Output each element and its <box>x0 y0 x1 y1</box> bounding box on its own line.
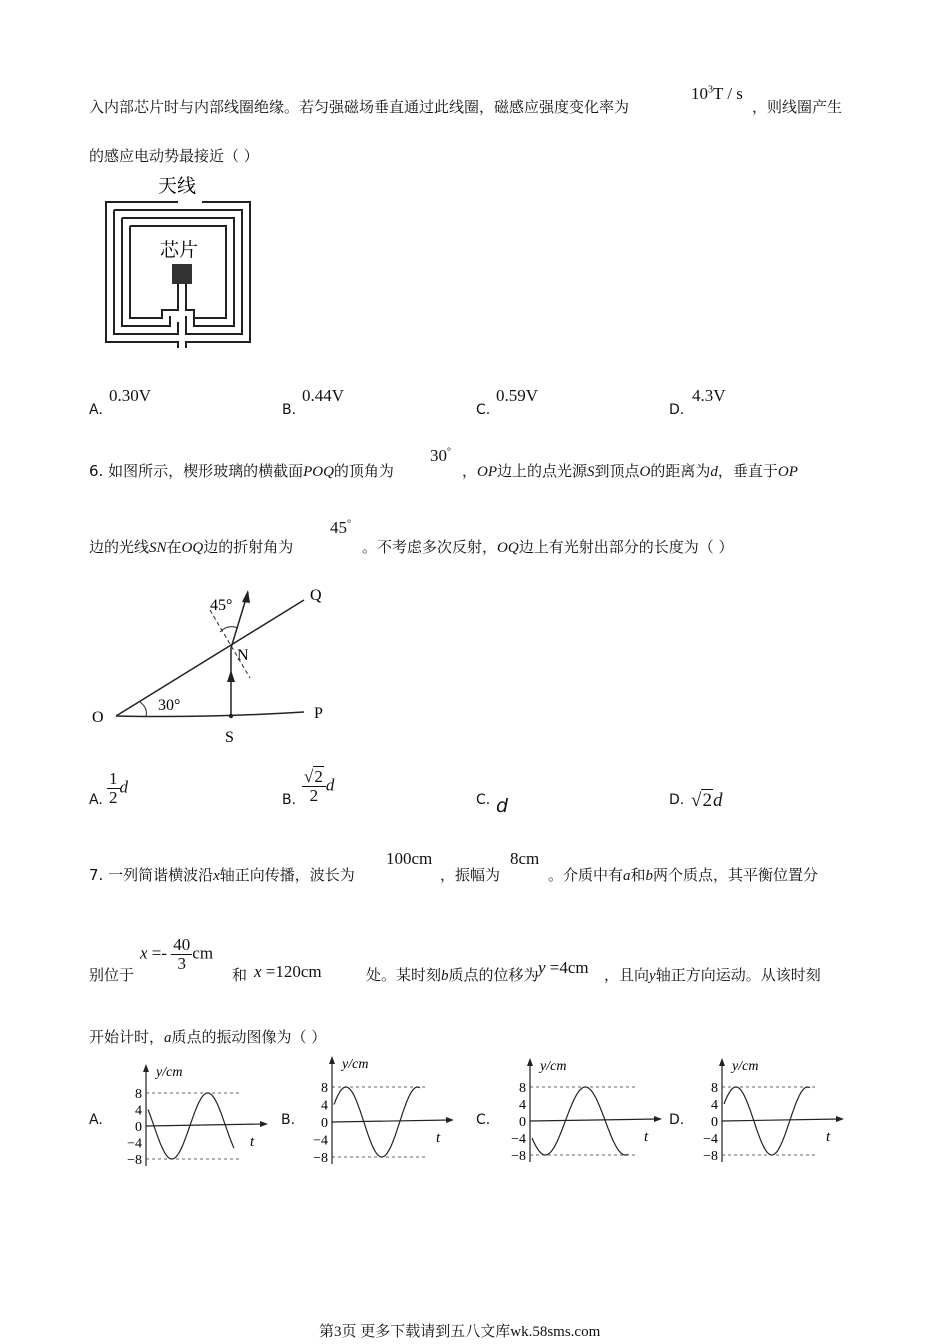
prism-figure <box>88 578 348 750</box>
tick-label: 4 <box>519 1098 526 1113</box>
q7-xa-frac <box>171 936 192 973</box>
t-axis-arrow <box>260 1121 268 1127</box>
q6-text-1g: ，垂直于 <box>717 462 778 480</box>
q6-text-1d: 边上的点光源 <box>497 462 588 480</box>
q7-y-val: =4cm <box>549 958 589 977</box>
q7-xa-eq <box>140 936 213 973</box>
q5-opt-b-label: B. <box>282 402 297 418</box>
refracted-arrow <box>242 590 250 603</box>
q7-opt-a-label: A. <box>89 1112 103 1128</box>
q6-angle-value: 30 <box>430 446 447 465</box>
q6-text-1e: 到顶点 <box>594 462 640 480</box>
y-label: y/cm <box>342 1057 369 1072</box>
q5-line1-tail <box>752 96 842 117</box>
t-label: t <box>436 1130 441 1146</box>
q7-xb-eq <box>254 962 322 982</box>
q7-xa-unit: cm <box>192 943 214 963</box>
tick-label: −4 <box>313 1133 328 1149</box>
q7-opt-b-label: B. <box>281 1112 296 1128</box>
q6-sn: SN <box>149 540 167 556</box>
q7-text-2b: 和 <box>232 966 248 984</box>
q5-opt-a-value: 0.30V <box>109 386 152 405</box>
t-label: t <box>826 1129 831 1145</box>
q7-text-2c: 处。某时刻 <box>366 966 442 984</box>
q6-opt-a-var: d <box>119 777 128 797</box>
tick-label: 8 <box>135 1087 142 1102</box>
q6-text-2b: 在 <box>166 538 182 556</box>
q6-line1b <box>462 460 798 481</box>
q6-oq: OQ <box>181 540 204 556</box>
q7-text-3b: 质点的振动图像为（ ） <box>171 1028 327 1046</box>
q5-rate-unit: T / s <box>713 84 743 103</box>
q6-o: O <box>639 464 651 480</box>
t-axis <box>332 1120 450 1122</box>
q6-opt-d-var: d <box>712 790 723 811</box>
q7-xa-den: 3 <box>177 953 187 973</box>
q5-line2-text: 的感应电动势最接近（ ） <box>89 147 259 165</box>
q6-text-1c: ， <box>462 462 478 480</box>
label-o: O <box>92 709 104 726</box>
label-n: N <box>237 647 249 664</box>
q6-opt-a-frac <box>107 770 120 807</box>
q6-op2: OP <box>777 464 798 480</box>
tick-label: −4 <box>127 1136 142 1152</box>
chip-label: 芯片 <box>160 239 199 261</box>
t-axis-arrow <box>836 1116 844 1122</box>
y-label: y/cm <box>540 1059 567 1074</box>
antenna-label: 天线 <box>158 175 197 197</box>
q7-text-1c: ，振幅为 <box>440 866 501 884</box>
q7-text-1a: 7. 一列简谐横波沿 <box>89 866 214 884</box>
t-axis-arrow <box>446 1117 454 1123</box>
q7-line2a <box>89 964 134 985</box>
y-axis-arrow <box>719 1058 725 1066</box>
q6-opt-b-num: √2 <box>302 768 326 787</box>
label-s: S <box>225 729 234 746</box>
q6-text-1a: 6. 如图所示，楔形玻璃的横截面 <box>89 462 304 480</box>
q6-text-2e: 边上有光射出部分的长度为（ ） <box>518 538 734 556</box>
label-q: Q <box>310 587 322 604</box>
q7-y-axis: y <box>649 968 656 984</box>
q6-opt-a-value <box>107 770 128 807</box>
q6-text-2a: 边的光线 <box>89 538 150 556</box>
q5-line2 <box>89 145 259 166</box>
q7-text-2d: 质点的位移为 <box>448 966 539 984</box>
q7-xa-eq-sign: =- <box>151 943 168 963</box>
q7-text-1e: 和 <box>630 866 646 884</box>
q7-text-3a: 开始计时， <box>89 1028 165 1046</box>
vib-graph-d <box>688 1054 848 1166</box>
q7-xb-val: =120cm <box>265 962 322 981</box>
q7-opt-c-label: C. <box>476 1112 491 1128</box>
q6-opt-b-label: B. <box>282 792 297 808</box>
y-label: y/cm <box>156 1065 183 1080</box>
q6-opt-b-den: 2 <box>309 785 319 805</box>
point-s <box>229 714 233 718</box>
tick-label: 8 <box>711 1081 718 1096</box>
q6-text-1f: 的距离为 <box>650 462 711 480</box>
q7-y-var: y <box>538 958 546 977</box>
q7-wavelength: 100cm <box>386 849 433 868</box>
q6-oq2: OQ <box>497 540 519 556</box>
q6-opt-d-value: √2d <box>691 790 723 811</box>
coil-figure <box>100 172 260 350</box>
q7-text-1f: 两个质点，其平衡位置分 <box>653 866 819 884</box>
ray-arrow <box>227 670 235 682</box>
t-axis <box>722 1119 840 1121</box>
q7-a: a <box>623 868 631 884</box>
tick-label: 8 <box>519 1081 526 1096</box>
q7-text-1d: 。介质中有 <box>548 866 624 884</box>
q6-opt-b-frac <box>302 768 326 805</box>
arc-30 <box>140 702 146 716</box>
label-45: 45° <box>210 597 233 614</box>
q7-amplitude: 8cm <box>510 849 540 868</box>
q6-opt-d-sqrt: 2 <box>702 790 712 811</box>
q6-line2b <box>362 536 733 557</box>
q6-angle: 30° <box>430 446 451 465</box>
tick-label: −8 <box>313 1151 328 1166</box>
tick-label: 0 <box>135 1120 142 1135</box>
q5-opt-a-label: A. <box>89 402 103 418</box>
page-footer: 第3页 更多下载请到五八文库wk.58sms.com <box>319 1324 601 1340</box>
t-label: t <box>250 1134 255 1150</box>
vib-graph-c <box>496 1054 666 1166</box>
tick-label: −4 <box>511 1132 526 1147</box>
t-axis <box>530 1119 658 1121</box>
t-label: t <box>644 1129 649 1145</box>
chip-square <box>172 264 192 284</box>
q6-line2a <box>89 536 293 557</box>
q5-rate <box>691 84 743 104</box>
y-axis-arrow <box>143 1064 149 1072</box>
q7-line2b <box>232 964 247 985</box>
label-30: 30° <box>158 697 181 714</box>
q5-rate-exp: 3 <box>708 84 713 96</box>
tick-label: 4 <box>135 1103 142 1119</box>
tick-label: −8 <box>703 1149 718 1164</box>
q6-s: S <box>587 464 595 480</box>
t-axis <box>146 1124 264 1126</box>
q6-text-2d: 。不考虑多次反射， <box>362 538 498 556</box>
q5-line1-tail-text: ，则线圈产生 <box>752 98 843 116</box>
q7-line1b <box>440 864 500 885</box>
q7-y-eq <box>538 958 589 978</box>
tick-label: 0 <box>321 1116 328 1131</box>
oq-edge <box>116 600 304 716</box>
tick-label: −4 <box>703 1132 718 1147</box>
q6-d: d <box>710 464 718 480</box>
q7-xa-var: x <box>140 943 148 963</box>
q5-line1-text: 入内部芯片时与内部线圈绝缘。若匀强磁场垂直通过此线圈，磁感应强度变化率为 <box>89 98 630 116</box>
q5-rate-base: 10 <box>691 84 708 103</box>
q7-a2: a <box>164 1030 172 1046</box>
y-axis-arrow <box>527 1058 533 1066</box>
q5-opt-d-value: 4.3V <box>692 386 726 405</box>
q6-refr-angle: 45° <box>330 518 351 537</box>
q7-x: x <box>213 868 220 884</box>
q6-opt-a-den: 2 <box>109 787 118 807</box>
q6-text-2c: 边的折射角为 <box>203 538 294 556</box>
q6-opt-c-value: d <box>496 795 509 817</box>
q5-line1 <box>89 96 629 117</box>
q7-text-1b: 轴正向传播，波长为 <box>219 866 355 884</box>
tick-label: 0 <box>519 1115 526 1130</box>
q7-opt-d-label: D. <box>669 1112 685 1128</box>
q7-line2c <box>366 964 539 985</box>
q7-line3 <box>89 1026 326 1047</box>
tick-label: 4 <box>711 1098 718 1113</box>
q6-opt-a-num: 1 <box>109 769 118 788</box>
q5-opt-c-label: C. <box>476 402 491 418</box>
q5-opt-d-label: D. <box>669 402 685 418</box>
q6-opt-b-sqrt: 2 <box>314 767 323 786</box>
q7-b2: b <box>441 968 449 984</box>
y-axis-arrow <box>329 1056 335 1064</box>
tick-label: −8 <box>511 1149 526 1164</box>
q6-opt-d-label: D. <box>669 792 685 808</box>
q7-text-2e: ，且向 <box>604 966 650 984</box>
q5-opt-b-value: 0.44V <box>302 386 345 405</box>
tick-label: 0 <box>711 1115 718 1130</box>
t-axis-arrow <box>654 1116 662 1122</box>
q6-opt-a-label: A. <box>89 792 103 808</box>
normal-line <box>210 610 250 678</box>
q5-opt-c-value: 0.59V <box>496 386 539 405</box>
q6-opt-c-label: C. <box>476 792 491 808</box>
label-p: P <box>314 705 323 722</box>
q6-line1a <box>89 460 394 481</box>
q6-text-1b: 的顶角为 <box>333 462 394 480</box>
q6-op: OP <box>477 464 498 480</box>
q7-line1a <box>89 864 355 885</box>
q6-opt-b-value <box>302 768 334 805</box>
tick-label: 8 <box>321 1081 328 1096</box>
op-edge <box>116 712 304 717</box>
q7-xa-num: 40 <box>173 935 191 954</box>
tick-label: −8 <box>127 1153 142 1168</box>
vib-graph-a <box>112 1060 272 1170</box>
tick-label: 4 <box>321 1098 328 1114</box>
y-label: y/cm <box>732 1059 759 1074</box>
q7-text-2a: 别位于 <box>89 966 135 984</box>
q7-text-2f: 轴正方向运动。从该时刻 <box>655 966 821 984</box>
q6-refr-angle-value: 45 <box>330 518 347 537</box>
q7-line1c <box>548 864 818 885</box>
q7-b: b <box>645 868 654 884</box>
q6-poq: POQ <box>303 464 334 480</box>
q7-line2d <box>604 964 821 985</box>
vib-graph-b <box>298 1052 458 1168</box>
q7-xb-var: x <box>254 962 262 981</box>
q6-opt-b-var: d <box>325 775 335 795</box>
